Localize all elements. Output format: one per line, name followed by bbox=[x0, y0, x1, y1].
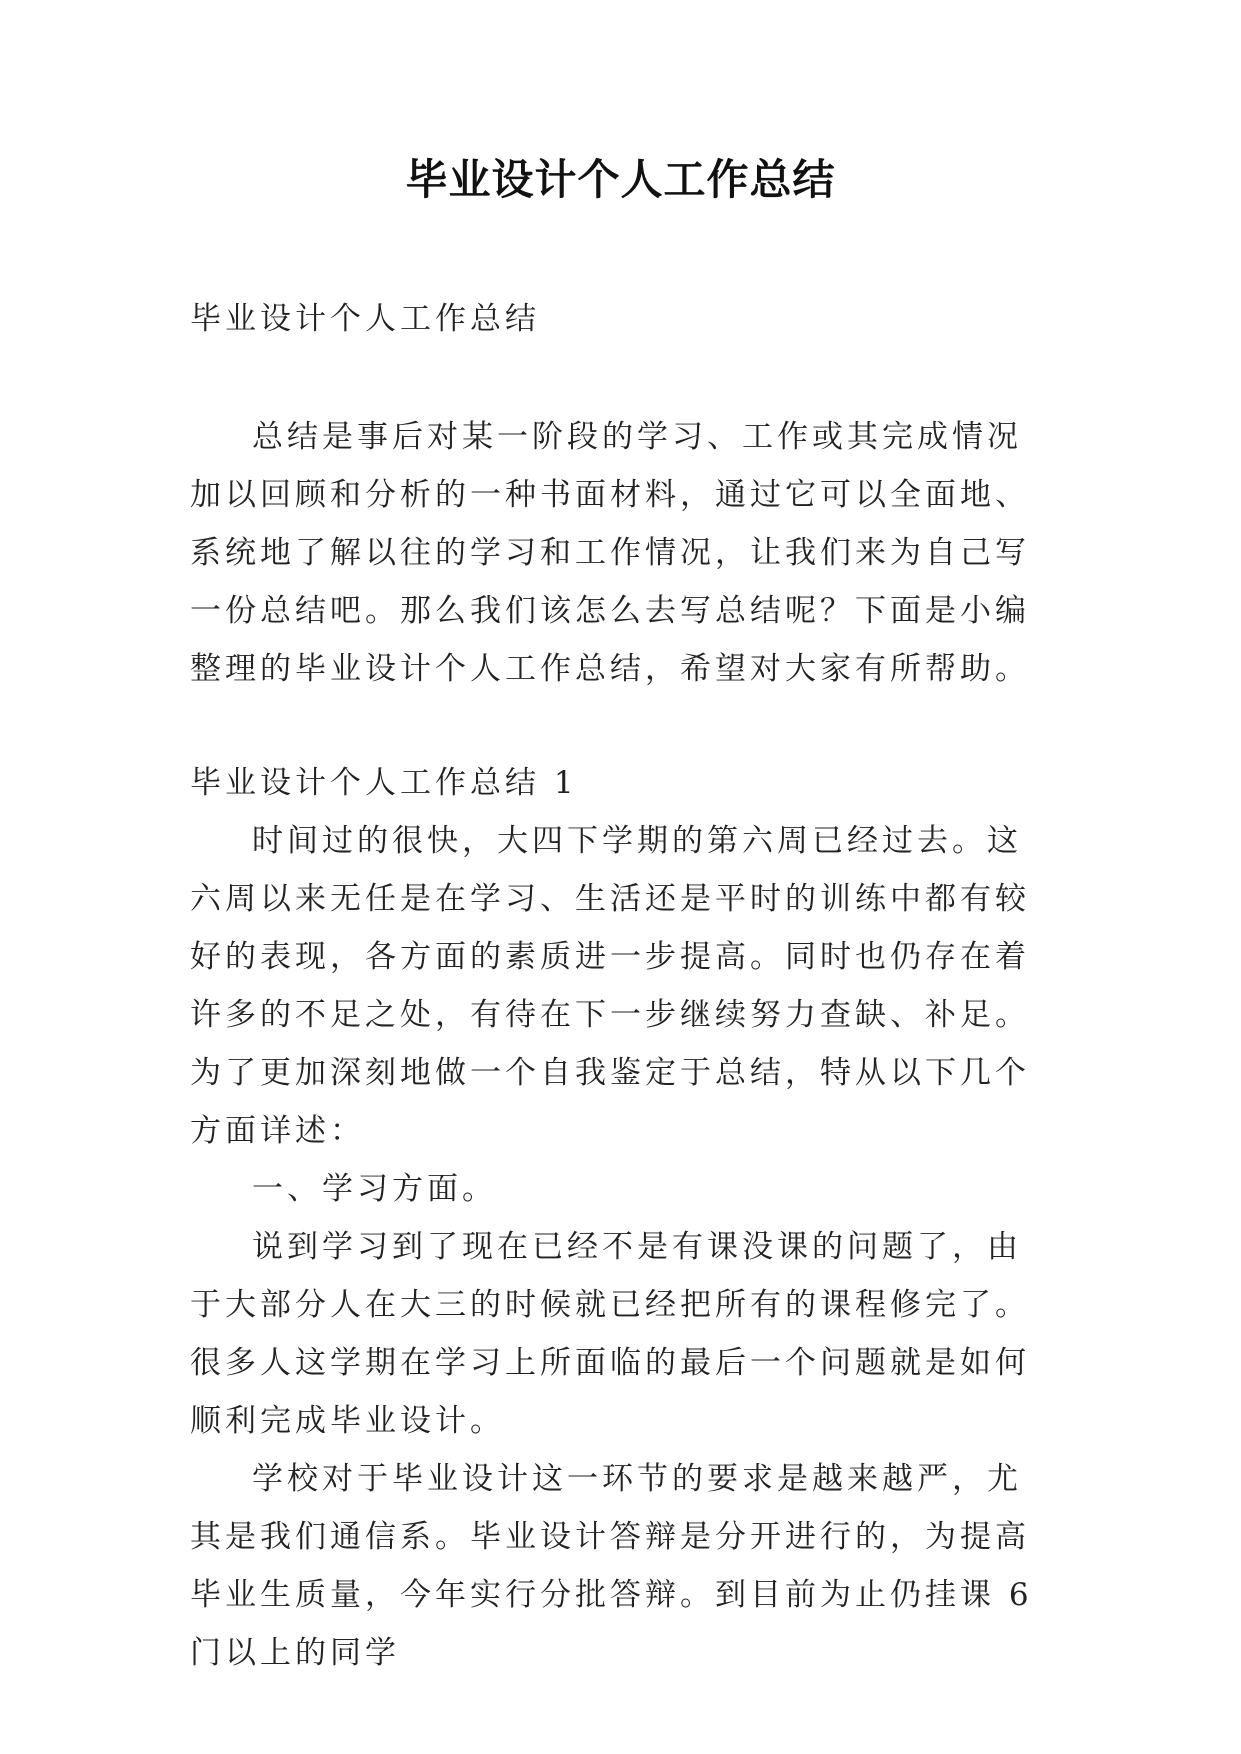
section-heading: 毕业设计个人工作总结 1 bbox=[190, 765, 578, 801]
section-paragraph-2: 说到学习到了现在已经不是有课没课的问题了，由于大部分人在大三的时候就已经把所有的课程修完了。很多人这学期在学习上所面临的最后一个问题就是如何顺利完成毕业设计。 bbox=[190, 1229, 1030, 1439]
section-paragraph-3: 学校对于毕业设计这一环节的要求是越来越严，尤其是我们通信系。毕业设计答辩是分开进行的，为提高毕业生质量，今年实行分批答辩。到目前为止仍挂课 6 门以上的同学 bbox=[190, 1461, 1033, 1671]
document-title: 毕业设计个人工作总结 bbox=[405, 155, 836, 204]
section-paragraph-1: 时间过的很快，大四下学期的第六周已经过去。这六周以来无任是在学习、生活还是平时的训练中都有较好的表现，各方面的素质进一步提高。同时也仍存在着许多的不足之处，有待在下一步继续努力查缺、补足。为了更加深刻地做一个自我鉴定于总结，特从以下几个方面详述： bbox=[190, 823, 1030, 1149]
intro-paragraph: 总结是事后对某一阶段的学习、工作或其完成情况加以回顾和分析的一种书面材料，通过它可以全面地、系统地了解以往的学习和工作情况，让我们来为自己写一份总结吧。那么我们该怎么去写总结呢？下面是小编整理的毕业设计个人工作总结，希望对大家有所帮助。 bbox=[190, 419, 1030, 687]
document-body bbox=[190, 290, 1056, 1682]
document-subtitle: 毕业设计个人工作总结 bbox=[190, 301, 540, 337]
subheading-study: 一、学习方面。 bbox=[252, 1171, 497, 1207]
